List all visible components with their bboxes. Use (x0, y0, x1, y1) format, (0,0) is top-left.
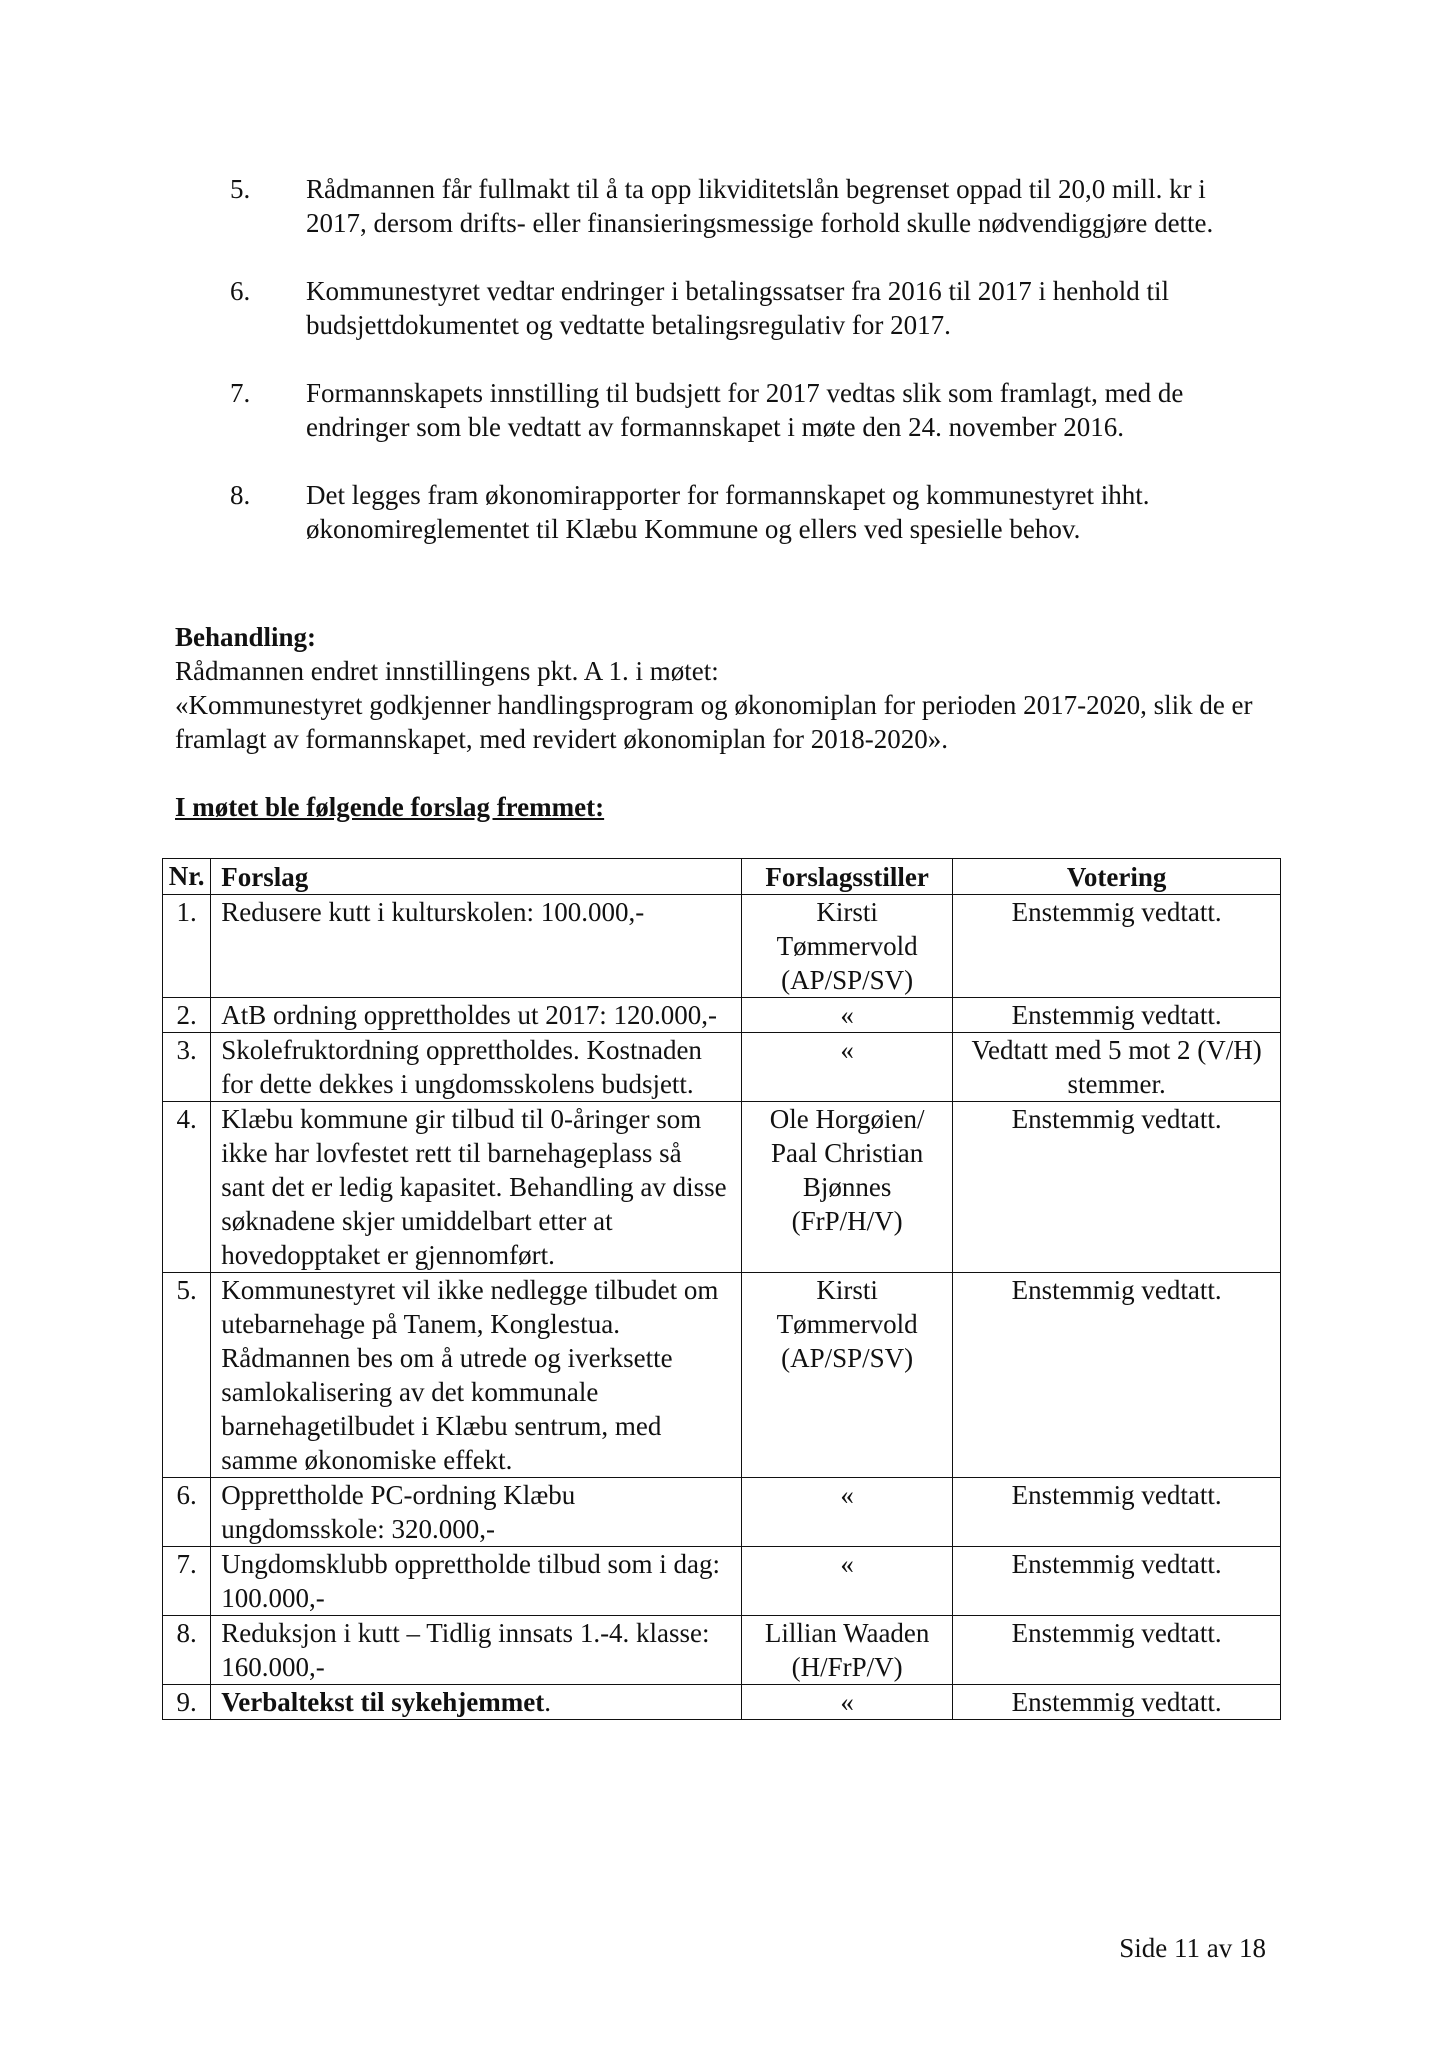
behandling-section (175, 620, 1295, 756)
table-row (163, 1547, 1281, 1616)
list-item (230, 478, 1270, 546)
cell-forslagsstiller: « (742, 1033, 953, 1102)
behandling-quote: «Kommunestyret godkjenner handlingsprogram og økonomiplan for perioden 2017-2020, slik de er framlagt av formannskapet, med revidert økonomiplan for 2018-2020». (175, 690, 1253, 754)
item-text: Kommunestyret vedtar endringer i betalingssatser fra 2016 til 2017 i henhold til budsjettdokumentet og vedtatte betalingsregulativ for 2017. (306, 276, 1170, 340)
cell-forslagsstiller: Lillian Waaden (H/FrP/V) (742, 1616, 953, 1685)
cell-votering: Enstemmig vedtatt. (953, 1685, 1281, 1720)
cell-votering: Enstemmig vedtatt. (953, 1616, 1281, 1685)
cell-forslag-bold: Verbaltekst til sykehjemmet (221, 1687, 545, 1717)
cell-votering: Enstemmig vedtatt. (953, 1102, 1281, 1273)
cell-nr: 5. (163, 1273, 211, 1478)
cell-nr: 9. (163, 1685, 211, 1720)
cell-forslagsstiller: Ole Horgøien/ Paal Christian Bjønnes (FrP/H/V) (742, 1102, 953, 1273)
table-row (163, 1616, 1281, 1685)
item-text: Det legges fram økonomirapporter for formannskapet og kommunestyret ihht. økonomireglementet til Klæbu Kommune og ellers ved spesielle behov. (306, 480, 1150, 544)
table-row (163, 1033, 1281, 1102)
list-item (230, 376, 1270, 444)
table-row (163, 1273, 1281, 1478)
cell-votering: Enstemmig vedtatt. (953, 1273, 1281, 1478)
cell-nr: 8. (163, 1616, 211, 1685)
cell-nr: 3. (163, 1033, 211, 1102)
cell-forslag: AtB ordning opprettholdes ut 2017: 120.000,- (211, 998, 742, 1033)
cell-forslagsstiller: « (742, 998, 953, 1033)
cell-forslag: Ungdomsklubb opprettholde tilbud som i dag: 100.000,- (211, 1547, 742, 1616)
list-item (230, 274, 1270, 342)
header-forslagsstiller: Forslagsstiller (742, 859, 953, 895)
cell-nr: 1. (163, 895, 211, 998)
cell-forslag: Klæbu kommune gir tilbud til 0-åringer som ikke har lovfestet rett til barnehageplass så sant det er ledig kapasitet. Behandling av disse søknadene skjer umiddelbart etter at hovedopptaket er gjennomført. (211, 1102, 742, 1273)
item-text: Rådmannen får fullmakt til å ta opp likviditetslån begrenset oppad til 20,0 mill. kr i 2017, dersom drifts- eller finansieringsmessige forhold skulle nødvendiggjøre dette. (306, 174, 1214, 238)
cell-votering: Enstemmig vedtatt. (953, 998, 1281, 1033)
item-number: 7. (230, 378, 251, 408)
item-number: 6. (230, 276, 251, 306)
cell-nr: 6. (163, 1478, 211, 1547)
behandling-heading: Behandling: (175, 622, 317, 652)
cell-forslagsstiller: « (742, 1685, 953, 1720)
forslag-heading: I møtet ble følgende forslag fremmet: (175, 792, 605, 822)
cell-forslag: Skolefruktordning opprettholdes. Kostnaden for dette dekkes i ungdomsskolens budsjett. (211, 1033, 742, 1102)
table-header-row (163, 859, 1281, 895)
cell-forslagsstiller: « (742, 1547, 953, 1616)
behandling-line: Rådmannen endret innstillingens pkt. A 1. i møtet: (175, 656, 719, 686)
table-row (163, 895, 1281, 998)
cell-forslag: Kommunestyret vil ikke nedlegge tilbudet om utebarnehage på Tanem, Konglestua. Rådmannen bes om å utrede og iverksette samlokalisering av det kommunale barnehagetilbudet i Klæbu sentrum, med samme økonomiske effekt. (211, 1273, 742, 1478)
header-nr: Nr. (163, 859, 211, 895)
cell-nr: 4. (163, 1102, 211, 1273)
proposal-table (162, 858, 1281, 1720)
header-forslag: Forslag (211, 859, 742, 895)
cell-forslagsstiller: Kirsti Tømmervold (AP/SP/SV) (742, 895, 953, 998)
cell-forslag (211, 1685, 742, 1720)
cell-forslag-tail: . (544, 1687, 551, 1717)
table-row (163, 1685, 1281, 1720)
page-number: Side 11 av 18 (1119, 1933, 1266, 1963)
cell-forslag: Opprettholde PC-ordning Klæbu ungdomsskole: 320.000,- (211, 1478, 742, 1547)
cell-nr: 2. (163, 998, 211, 1033)
item-text: Formannskapets innstilling til budsjett for 2017 vedtas slik som framlagt, med de endringer som ble vedtatt av formannskapet i møte den 24. november 2016. (306, 378, 1184, 442)
cell-forslagsstiller: « (742, 1478, 953, 1547)
cell-forslag: Reduksjon i kutt – Tidlig innsats 1.-4. klasse: 160.000,- (211, 1616, 742, 1685)
cell-votering: Enstemmig vedtatt. (953, 1478, 1281, 1547)
decision-list (230, 172, 1270, 580)
cell-votering: Enstemmig vedtatt. (953, 1547, 1281, 1616)
cell-forslag: Redusere kutt i kulturskolen: 100.000,- (211, 895, 742, 998)
cell-nr: 7. (163, 1547, 211, 1616)
item-number: 8. (230, 480, 251, 510)
header-votering: Votering (953, 859, 1281, 895)
cell-votering: Vedtatt med 5 mot 2 (V/H) stemmer. (953, 1033, 1281, 1102)
item-number: 5. (230, 174, 251, 204)
table-row (163, 1478, 1281, 1547)
cell-votering: Enstemmig vedtatt. (953, 895, 1281, 998)
list-item (230, 172, 1270, 240)
cell-forslagsstiller: Kirsti Tømmervold (AP/SP/SV) (742, 1273, 953, 1478)
table-row (163, 1102, 1281, 1273)
table-row (163, 998, 1281, 1033)
